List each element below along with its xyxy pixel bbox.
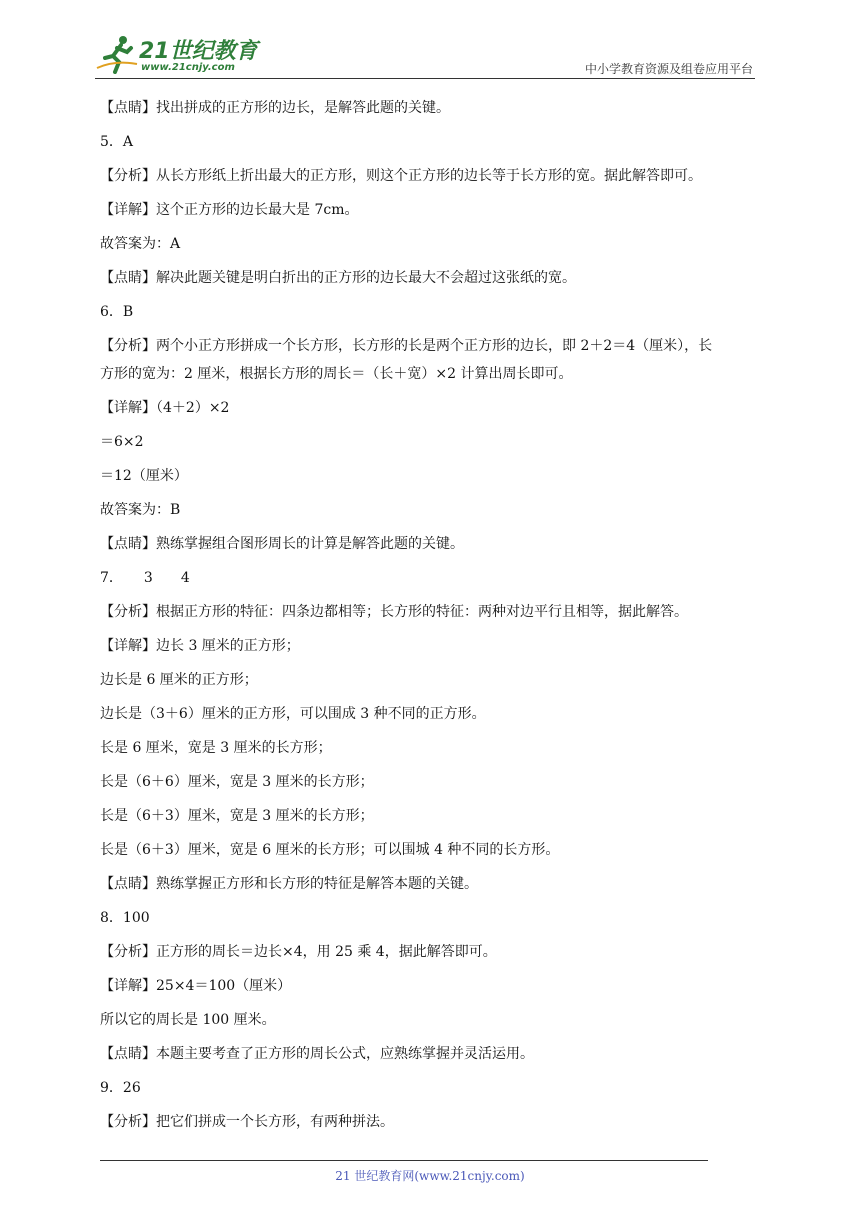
text-line: 所以它的周长是 100 厘米。 [100,1012,276,1028]
text-line: 5．A [100,134,134,150]
text-line: 边长是 6 厘米的正方形； [100,672,258,688]
text-line: 【点睛】熟练掌握组合图形周长的计算是解答此题的关键。 [100,536,464,552]
text-line: ＝12（厘米） [100,468,188,484]
text-line: 长是（6＋6）厘米，宽是 3 厘米的长方形； [100,774,374,790]
text-line: 【分析】把它们拼成一个长方形，有两种拼法。 [100,1114,394,1130]
text-line: 【详解】边长 3 厘米的正方形； [100,638,300,654]
text-line: 【点睛】找出拼成的正方形的边长，是解答此题的关键。 [100,100,450,116]
text-line: 【点睛】解决此题关键是明白折出的正方形的边长最大不会超过这张纸的宽。 [100,270,576,286]
text-line: 【分析】两个小正方形拼成一个长方形，长方形的长是两个正方形的边长，即 2＋2＝4（厘米），长 [100,338,713,354]
text-line: 【分析】正方形的周长＝边长×4，用 25 乘 4，据此解答即可。 [100,944,497,960]
text-line: 【分析】从长方形纸上折出最大的正方形，则这个正方形的边长等于长方形的宽。据此解答即可。 [100,168,702,184]
logo-url: www.21cnjy.com [141,62,235,73]
answer-content [100,98,780,1146]
text-line: 【详解】这个正方形的边长最大是 7cm。 [100,202,359,218]
text-line: 长是（6＋3）厘米，宽是 6 厘米的长方形；可以围城 4 种不同的长方形。 [100,842,560,858]
logo [95,34,265,74]
text-line: 【详解】25×4＝100（厘米） [100,978,292,994]
text-line: 7． 3 4 [100,570,190,586]
text-line: 9．26 [100,1080,141,1096]
text-line: ＝6×2 [100,434,144,450]
text-line: 故答案为：A [100,236,181,252]
text-line: 长是（6＋3）厘米，宽是 3 厘米的长方形； [100,808,374,824]
text-line: 边长是（3＋6）厘米的正方形，可以围成 3 种不同的正方形。 [100,706,486,722]
text-line: 长是 6 厘米，宽是 3 厘米的长方形； [100,740,332,756]
text-line: 6．B [100,304,134,320]
page-header [95,30,755,79]
text-line: 8．100 [100,910,150,926]
text-line: 故答案为：B [100,502,181,518]
header-platform-text: 中小学教育资源及组卷应用平台 [584,62,753,76]
text-line: 【点睛】本题主要考查了正方形的周长公式，应熟练掌握并灵活运用。 [100,1046,534,1062]
text-line: 【分析】根据正方形的特征：四条边都相等；长方形的特征：两种对边平行且相等，据此解答。 [100,604,688,620]
text-line: 【点睛】熟练掌握正方形和长方形的特征是解答本题的关键。 [100,876,478,892]
page-footer: 21 世纪教育网(www.21cnjy.com) [335,1169,525,1183]
logo-text: 21世纪教育 [139,39,258,64]
text-line: 【详解】（4＋2）×2 [100,400,230,416]
runner-logo-icon [95,34,139,74]
footer-divider [100,1160,708,1161]
text-line: 方形的宽为：2 厘米，根据长方形的周长＝（长＋宽）×2 计算出周长即可。 [100,366,573,382]
